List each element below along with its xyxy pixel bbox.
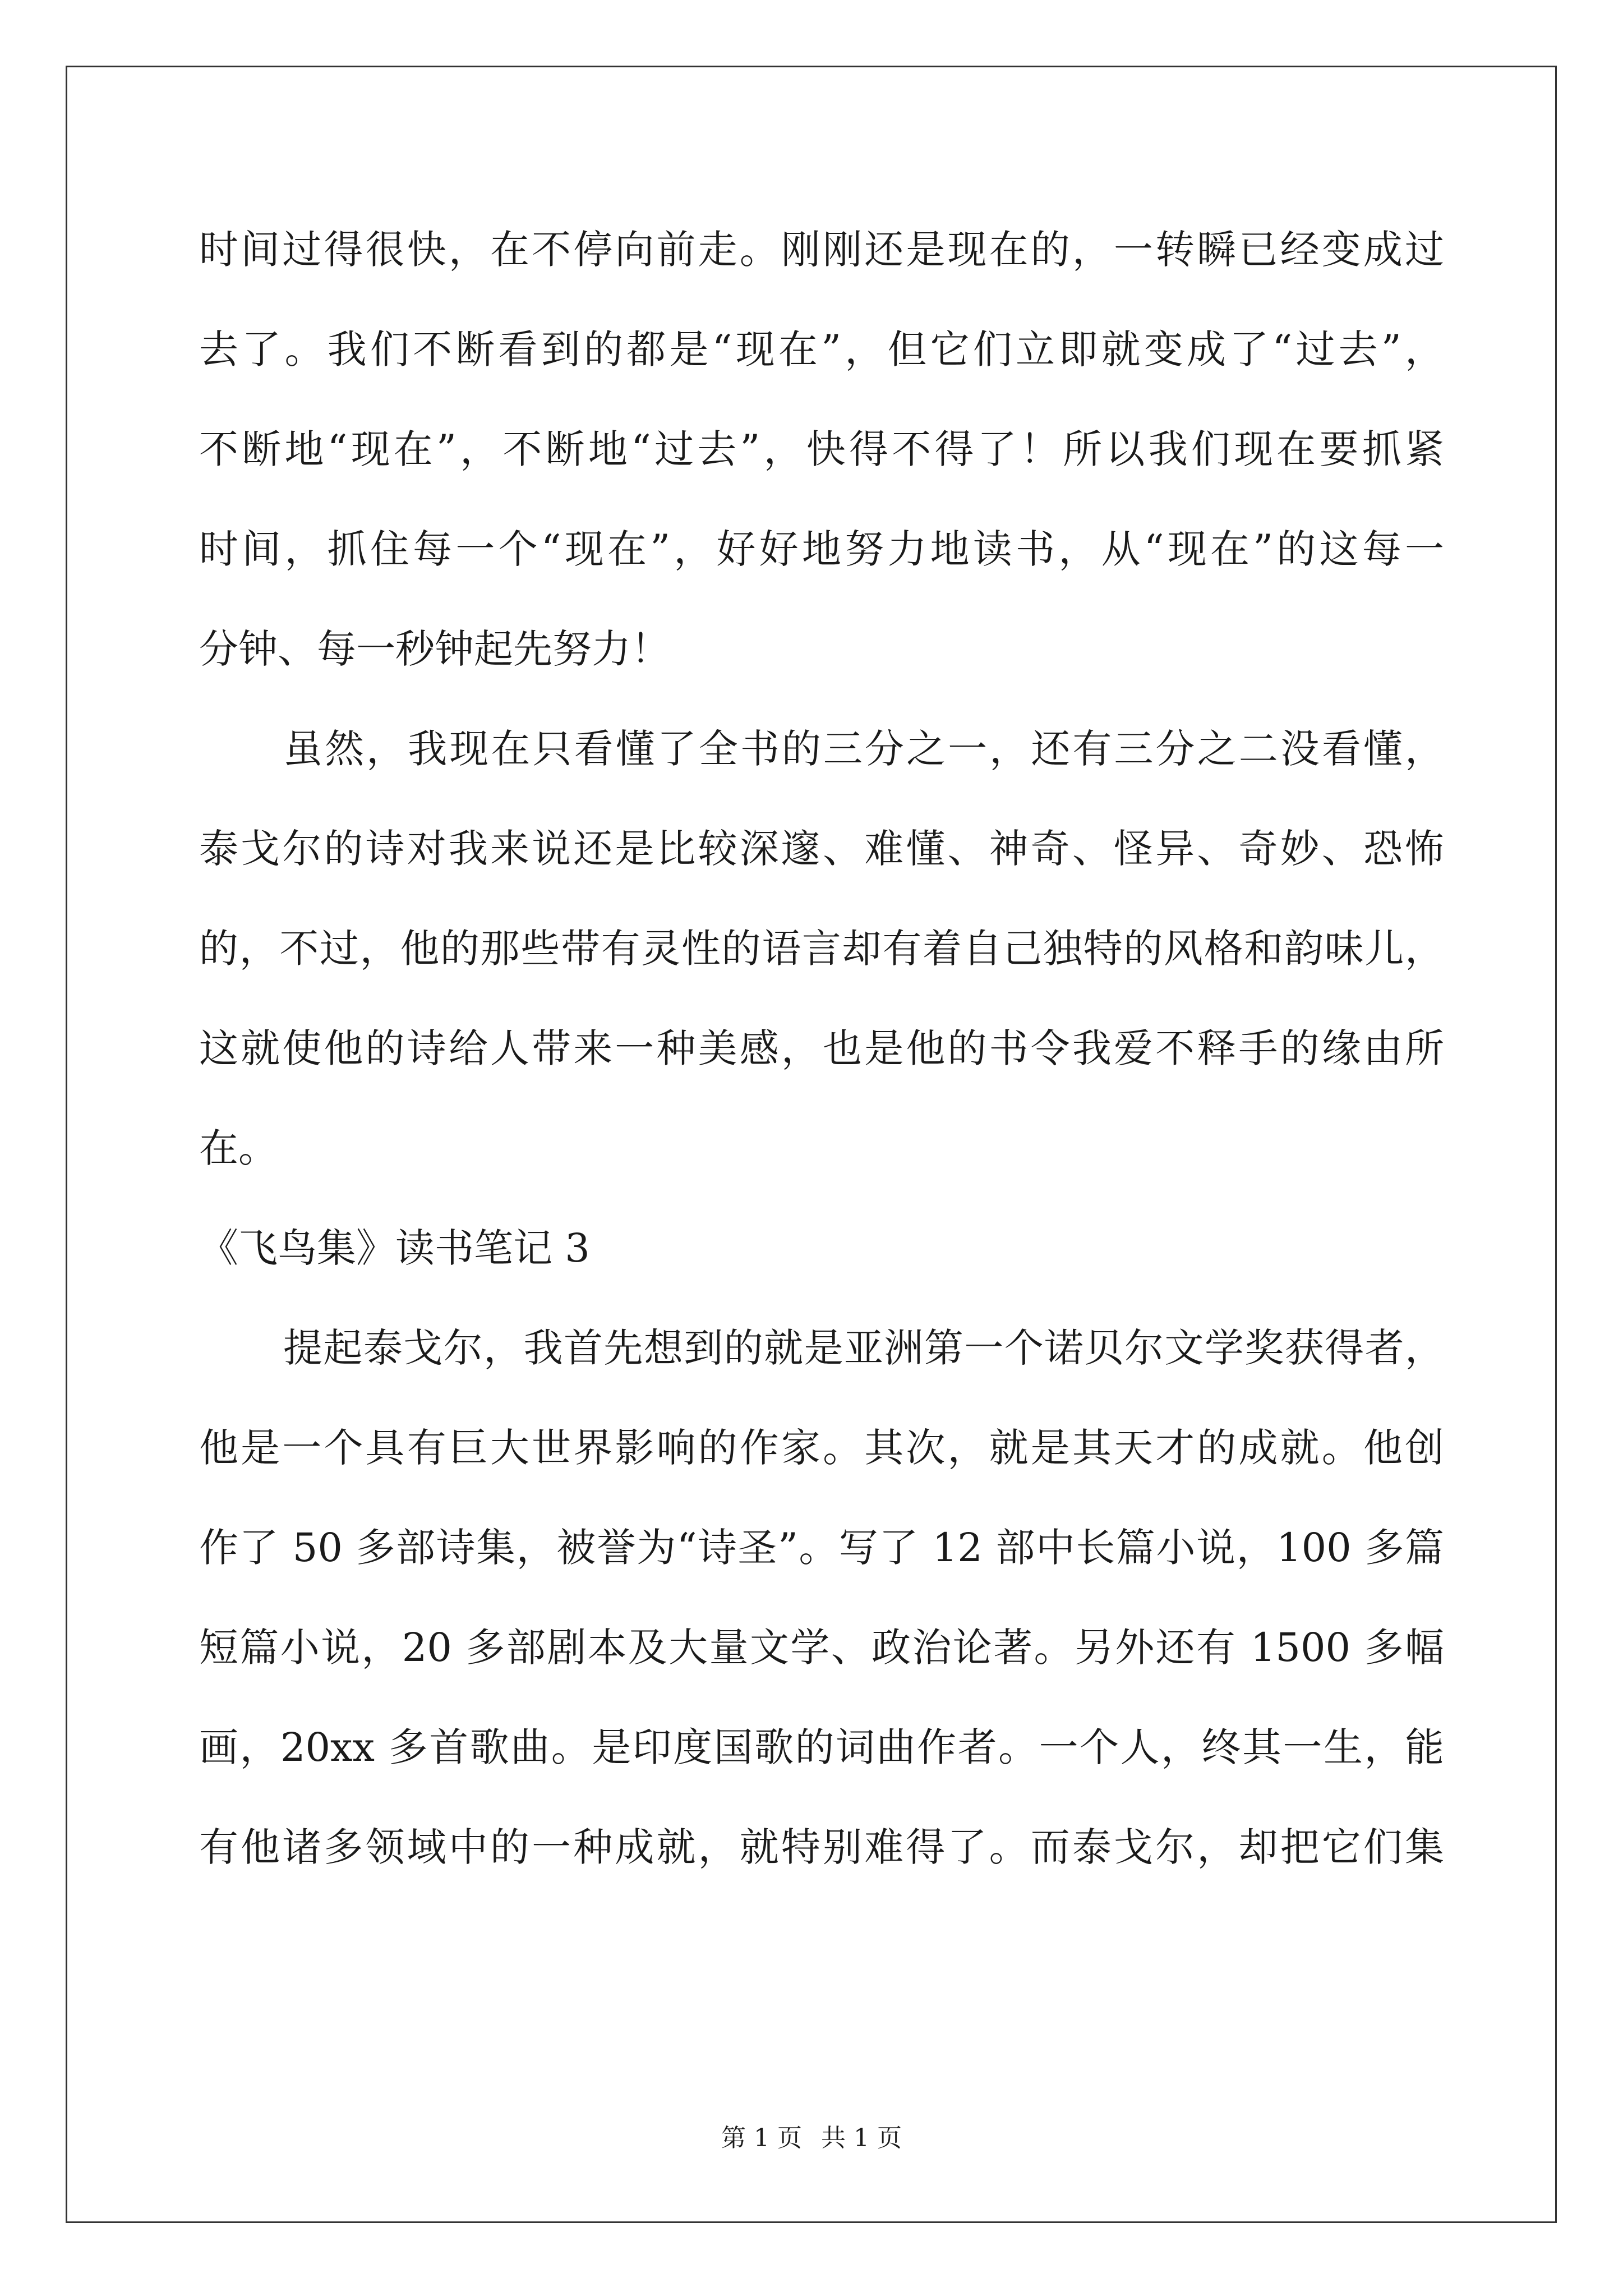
text-line: 泰戈尔的诗对我来说还是比较深邃、难懂、神奇、怪异、奇妙、恐怖 (199, 826, 1444, 872)
text-line: 时间过得很快，在不停向前走。刚刚还是现在的，一转瞬已经变成过 (199, 227, 1444, 273)
text-line: 有他诸多领域中的一种成就，就特别难得了。而泰戈尔，却把它们集 (199, 1824, 1444, 1870)
text-line: 提起泰戈尔，我首先想到的就是亚洲第一个诺贝尔文学奖获得者， (283, 1325, 1444, 1371)
text-line: 作了 50 多部诗集，被誉为“诗圣”。写了 12 部中长篇小说，100 多篇 (199, 1525, 1444, 1571)
section-heading: 《飞鸟集》读书笔记 3 (199, 1225, 590, 1271)
text-line: 不断地“现在”，不断地“过去”，快得不得了！所以我们现在要抓紧 (199, 426, 1444, 472)
text-line: 的，不过，他的那些带有灵性的语言却有着自己独特的风格和韵味儿， (199, 926, 1444, 972)
text-line: 这就使他的诗给人带来一种美感，也是他的书令我爱不释手的缘由所 (199, 1025, 1444, 1071)
text-line: 去了。我们不断看到的都是“现在”，但它们立即就变成了“过去”， (199, 326, 1444, 372)
text-line: 他是一个具有巨大世界影响的作家。其次，就是其天才的成就。他创 (199, 1425, 1444, 1471)
page-footer (0, 2122, 1623, 2155)
page-number: 第 1 页 (721, 2124, 802, 2152)
page-total: 共 1 页 (821, 2124, 902, 2152)
text-line: 分钟、每一秒钟起先努力！ (199, 626, 670, 672)
text-line: 时间，抓住每一个“现在”，好好地努力地读书，从“现在”的这每一 (199, 526, 1444, 572)
text-line: 虽然，我现在只看懂了全书的三分之一，还有三分之二没看懂， (283, 726, 1444, 772)
text-line: 画，20xx 多首歌曲。是印度国歌的词曲作者。一个人，终其一生，能 (199, 1724, 1444, 1770)
page-frame (66, 66, 1557, 2223)
text-line: 在。 (199, 1125, 278, 1171)
text-line: 短篇小说，20 多部剧本及大量文学、政治论著。另外还有 1500 多幅 (199, 1625, 1444, 1671)
